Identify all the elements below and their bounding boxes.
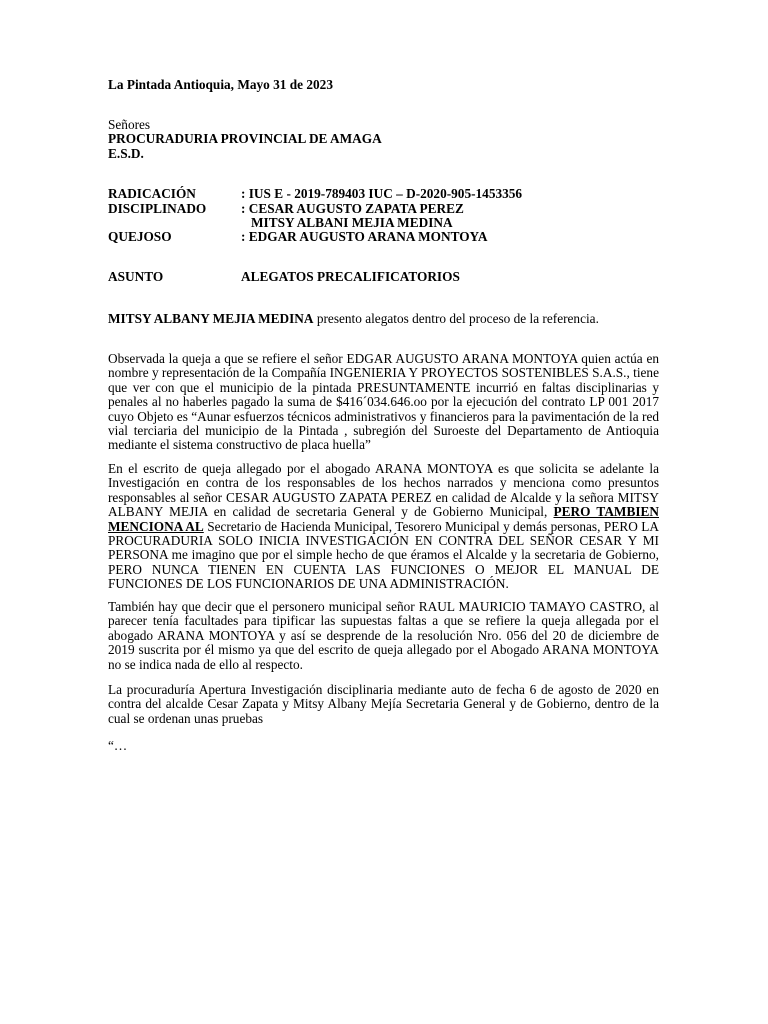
quejoso-label: QUEJOSO: [108, 229, 172, 244]
intro-name: MITSY ALBANY MEJIA MEDINA: [108, 311, 314, 326]
paragraph-2-underlined: PERO TAMBIEN MENCIONA AL: [108, 504, 659, 534]
paragraph-3: [108, 600, 659, 672]
paragraph-4-text: La procuraduría Apertura Investigación disciplinaria mediante auto de fecha 6 de agosto de 2020 en contra del alcalde Cesar Zapata y Mitsy Albany Mejía Secretaria General y de Gobierno, dentro de la cual se ordenan unas pruebas: [108, 682, 659, 726]
paragraph-4: [108, 683, 659, 726]
disciplinado-value-2: MITSY ALBANI MEJIA MEDINA: [251, 215, 453, 230]
intro-rest: presento alegatos dentro del proceso de la referencia.: [313, 311, 599, 326]
quejoso-value: : EDGAR AUGUSTO ARANA MONTOYA: [241, 229, 488, 244]
recipient-esd: E.S.D.: [108, 146, 144, 161]
date-line: La Pintada Antioquia, Mayo 31 de 2023: [108, 77, 333, 92]
paragraph-2-text: [108, 462, 659, 592]
paragraph-1: [108, 352, 659, 453]
greeting: Señores: [108, 117, 151, 132]
quote-ellipsis: “…: [108, 738, 128, 753]
paragraph-2-part-a: En el escrito de queja allegado por el abogado ARANA MONTOYA es que solicita se adelante la Investigación en contra de los responsables de los hechos narrados y menciona como presuntos responsables al señor CESAR AUGUSTO ZAPATA PEREZ en calidad de Alcalde y la señora MITSY ALBANY MEJIA en calidad de secretaria General y de Gobierno Municipal,: [108, 461, 659, 520]
disciplinado-label: DISCIPLINADO: [108, 201, 207, 216]
intro-line: [108, 312, 599, 326]
paragraph-1-text: Observada la queja a que se refiere el señor EDGAR AUGUSTO ARANA MONTOYA quien actúa en nombre y representación de la Compañía INGENIERIA Y PROYECTOS SOSTENIBLES S.A.S., tiene que ver con que el municipio de la pintada PRESUNTAMENTE incurrió en faltas disciplinarias y penales al no haberles pagado la suma de $416´034.646.oo por la ejecución del contrato LP 001 2017 cuyo Objeto es “Aunar esfuerzos técnicos administrativos y financieros para la pavimentación de la red vial terciaria del municipio de la Pintada , subregión del Suroeste del Departamento de Antioquia mediante el sistema constructivo de placa huella”: [108, 351, 659, 453]
asunto-label: ASUNTO: [108, 269, 164, 284]
paragraph-3-text: También hay que decir que el personero municipal señor RAUL MAURICIO TAMAYO CASTRO, al parecer tenía facultades para tipificar las supuestas faltas a que se refiere la queja allegada por el abogado ARANA MONTOYA y así se desprende de la resolución Nro. 056 del 20 de diciembre de 2019 suscrita por él mismo ya que del escrito de queja allegado por el Abogado ARANA MONTOYA no se indica nada de ello al respecto.: [108, 599, 659, 672]
paragraph-2: [108, 462, 659, 592]
paragraph-2-part-b: Secretario de Hacienda Municipal, Tesorero Municipal y demás personas, PERO LA PROCURADURIA SOLO INICIA INVESTIGACIÓN EN CONTRA DEL SEÑOR CESAR Y MI PERSONA me imagino que por el simple hecho de que éramos el Alcalde y la secretaria de Gobierno, PERO NUNCA TIENEN EN CUENTA LAS FUNCIONES O MEJOR EL MANUAL DE FUNCIONES DE LOS FUNCIONARIOS DE UNA ADMINISTRACIÓN.: [108, 518, 659, 592]
radicacion-label: RADICACIÓN: [108, 186, 196, 201]
disciplinado-value-1: : CESAR AUGUSTO ZAPATA PEREZ: [241, 201, 464, 216]
radicacion-value: : IUS E - 2019-789403 IUC – D-2020-905-1453356: [241, 186, 523, 201]
recipient-org: PROCURADURIA PROVINCIAL DE AMAGA: [108, 131, 382, 146]
asunto-value: ALEGATOS PRECALIFICATORIOS: [241, 269, 460, 284]
